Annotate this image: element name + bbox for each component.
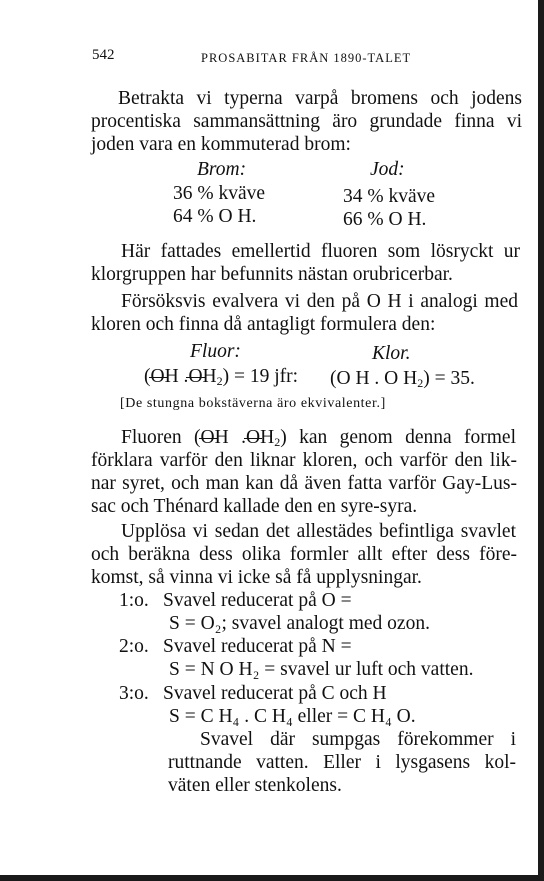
text-line: och beräkna dess olika formler allt efter dess före- bbox=[91, 544, 517, 565]
fluor-formula: (OH $.OH_2) = 19$ jfr: bbox=[144, 366, 299, 388]
text-line: väten eller stenkolens. bbox=[168, 775, 342, 796]
brom-heading: Brom: bbox=[197, 159, 247, 180]
text-line: procentiska sammansättning äro grundade finna vi bbox=[91, 111, 522, 132]
jod-heading: Jod: bbox=[370, 159, 405, 180]
text-line: Upplösa vi sedan det allestädes befintliga svavlet bbox=[121, 521, 516, 542]
klor-formula: (O H . O $H_2) = 35$. bbox=[330, 368, 475, 390]
klor-heading: Klor. bbox=[372, 343, 411, 364]
brom-value: 64 % O H. bbox=[173, 206, 257, 227]
list-number: 3:o. bbox=[119, 683, 149, 704]
theta-glyph: O bbox=[246, 427, 261, 448]
page-edge-shadow bbox=[538, 0, 544, 881]
list-item: Svavel reducerat på C och H bbox=[163, 683, 387, 704]
text-line: Fluoren (OH $.OH_2$) kan genom denna formel bbox=[121, 427, 516, 449]
list-number: 2:o. bbox=[119, 636, 149, 657]
page-edge-shadow-bottom bbox=[0, 875, 544, 881]
list-item: Svavel reducerat på O = bbox=[163, 590, 352, 611]
text-line: förklara varför den liknar kloren, och varför den lik- bbox=[91, 450, 517, 471]
page-number: 542 bbox=[92, 47, 115, 63]
text-line: Här fattades emellertid fluoren som lösryckt ur bbox=[121, 241, 520, 262]
text-line: komst, så vinna vi icke så få upplysningar. bbox=[91, 567, 422, 588]
theta-glyph: O bbox=[200, 427, 215, 448]
footnote: [De stungna bokstäverna äro ekvivalenter.] bbox=[120, 396, 386, 411]
list-formula: S = O₂; svavel analogt med ozon. bbox=[169, 613, 430, 634]
theta-glyph: O bbox=[188, 366, 203, 387]
text-line: joden vara en kommuterad brom: bbox=[91, 134, 351, 155]
text-line: kloren och finna då antagligt formulera den: bbox=[91, 314, 436, 335]
running-title: PROSABITAR FRÅN 1890-TALET bbox=[201, 51, 412, 65]
text-line: ruttnande vatten. Eller i lysgasens kol- bbox=[168, 752, 516, 773]
list-item: Svavel reducerat på N = bbox=[163, 636, 352, 657]
list-formula: S = N O H₂ = svavel ur luft och vatten. bbox=[169, 659, 474, 680]
jod-value: 34 % kväve bbox=[343, 186, 436, 207]
text-line: klorgruppen har befunnits nästan orubricerbar. bbox=[91, 264, 453, 285]
text-line: sac och Thénard kallade den en syre-syra. bbox=[91, 496, 418, 517]
jod-value: 66 % O H. bbox=[343, 209, 427, 230]
list-formula: S = C H₄ . C H₄ eller = C H₄ O. bbox=[169, 706, 416, 727]
brom-value: 36 % kväve bbox=[173, 183, 266, 204]
list-number: 1:o. bbox=[119, 590, 149, 611]
text-line: Svavel där sumpgas förekommer i bbox=[200, 729, 516, 750]
text-line: Försöksvis evalvera vi den på O H i analogi med bbox=[121, 291, 518, 312]
fluor-heading: Fluor: bbox=[190, 341, 241, 362]
theta-glyph: O bbox=[150, 366, 165, 387]
text-line: Betrakta vi typerna varpå bromens och jodens bbox=[118, 88, 522, 109]
text-line: nar syret, och man kan då även fatta varför Gay-Lus- bbox=[91, 473, 517, 494]
